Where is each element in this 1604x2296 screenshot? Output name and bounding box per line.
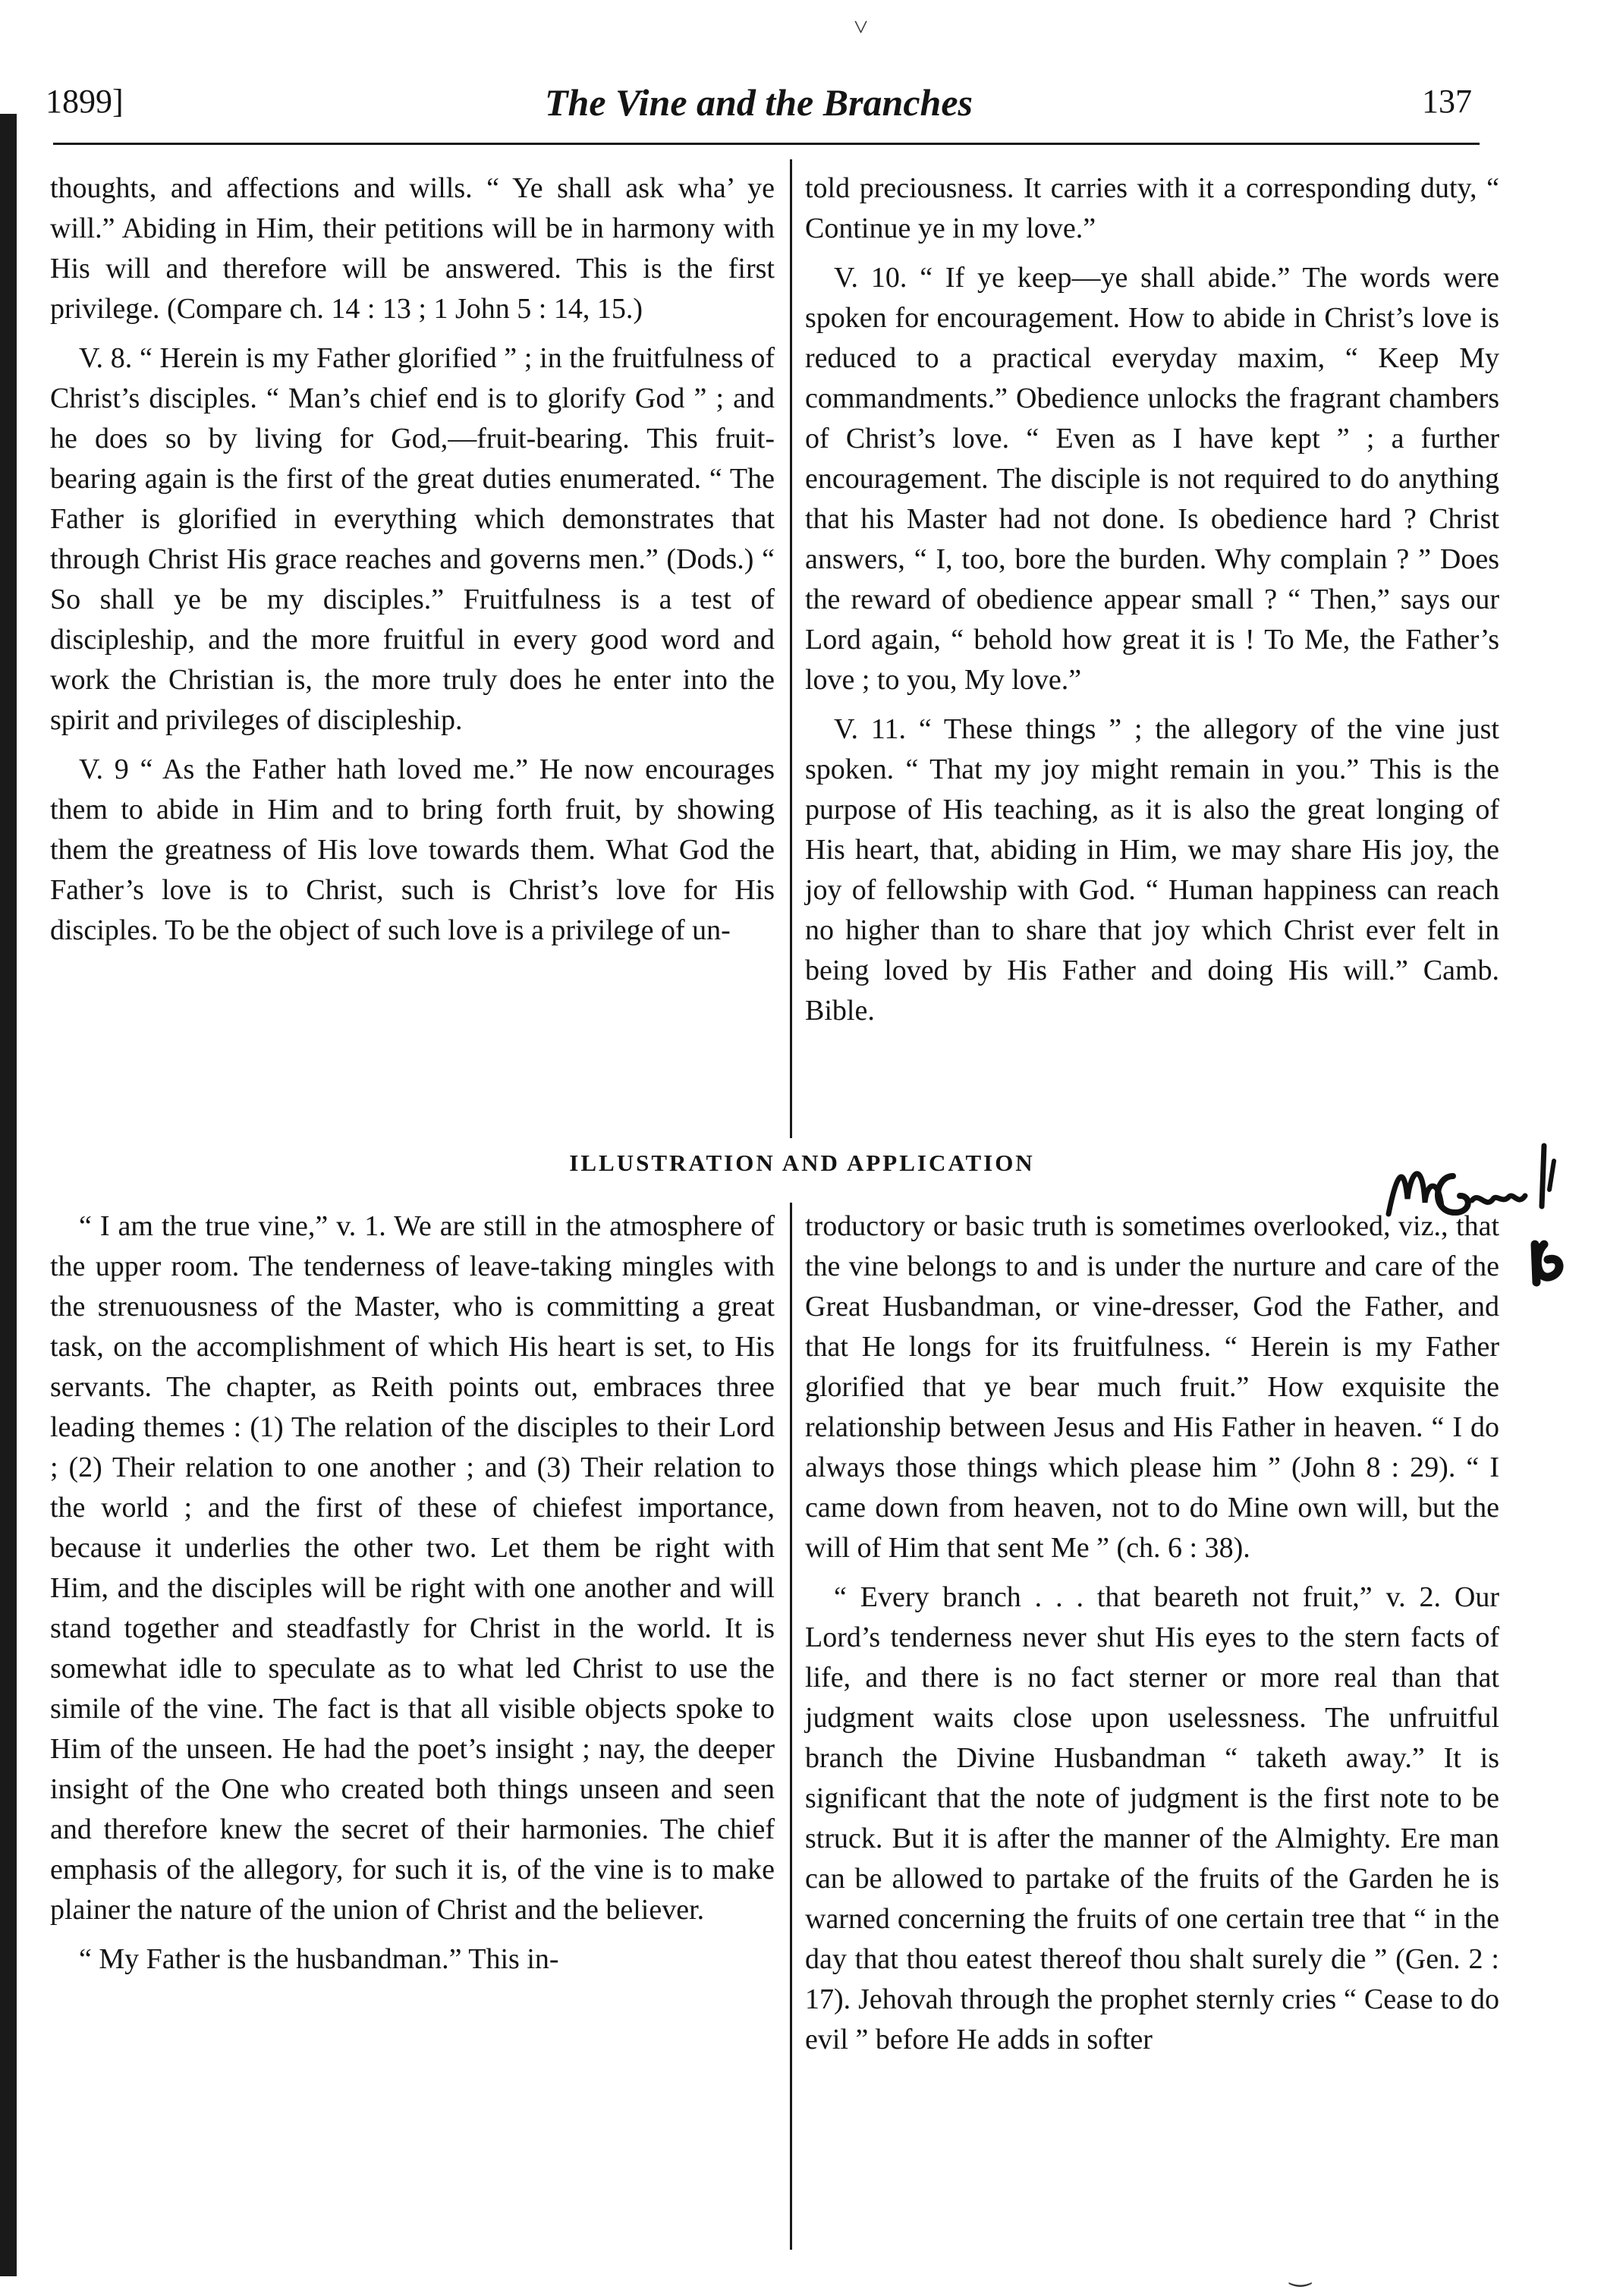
paragraph: “ I am the true vine,” v. 1. We are still in the atmosphere of the upper room. The tenderness of leave-taking mingles with the strenuousness of the Master, who is committing a great task, on the accomplishment of which His heart is set, to His servants. The chapter, as Reith points out, embraces three leading themes : (1) The relation of the disciples to their Lord ; (2) Their relation to one another ; and (3) Their relation to the world ; and the first of these of chiefest importance, because it underlies the other two. Let them be right with Him, and the disciples will be right with one another and will stand together and steadfastly for Christ in the world. It is somewhat idle to speculate as to what led Christ to use the simile of the vine. The fact is that all visible objects spoke to Him of the unseen. He had the poet’s insight ; nay, the deeper insight of the One who created both things unseen and seen and therefore knew the secret of their harmonies. The chief emphasis of the allegory, for such it is, of the vine is to make plainer the nature of the union of Christ and the believer.: [50, 1210, 775, 1926]
header-rule: [53, 143, 1480, 145]
paragraph: V. 9 “ As the Father hath loved me.” He now encourages them to abide in Him and to bring forth fruit, by showing them the greatness of His love towards them. What God the Father’s love is to Christ, such is Christ’s love for His disciples. To be the object of such love is a privilege of un-: [50, 753, 775, 946]
header-title: The Vine and the Branches: [545, 81, 973, 124]
scan-speck: ˅: [854, 14, 869, 42]
paragraph: told preciousness. It carries with it a corresponding duty, “ Continue ye in my love.”: [805, 172, 1499, 244]
paragraph: V. 10. “ If ye keep—ye shall abide.” The words were spoken for encouragement. How to abide in Christ’s love is reduced to a practical everyday maxim, “ Keep My commandments.” Obedience unlocks the fragrant chambers of Christ’s love. “ Even as I have kept ” ; a further encouragement. The disciple is not required to do anything that his Master had not done. Is obedience hard ? Christ answers, “ I, too, bore the burden. Why complain ? ” Does the reward of obedience appear small ? “ Then,” says our Lord again, “ behold how great it is ! To Me, the Father’s love ; to you, My love.”: [805, 262, 1499, 696]
column-divider: [790, 1203, 792, 2250]
header-year: 1899]: [46, 83, 124, 120]
page-number: 137: [1422, 83, 1472, 120]
section-heading: ILLUSTRATION AND APPLICATION: [569, 1150, 1035, 1176]
binding-edge: [0, 114, 17, 2276]
column-divider: [790, 159, 792, 1138]
paragraph: “ Every branch . . . that beareth not fruit,” v. 2. Our Lord’s tenderness never shut His eyes to the stern facts of life, and there is no fact sterner or more real than that judgment waits close upon uselessness. The unfruitful branch the Divine Husbandman “ taketh away.” It is significant that the note of judgment is the first note to be struck. But it is after the manner of the Almighty. Ere man can be allowed to partake of the fruits of the Garden he is warned concerning the fruits of one certain tree that “ in the day that thou eatest thereof thou shalt surely die ” (Gen. 2 : 17). Jehovah through the prophet sternly cries “ Cease to do evil ” before He adds in softer: [805, 1581, 1499, 2055]
paragraph: thoughts, and affections and wills. “ Ye shall ask wha’ ye will.” Abiding in Him, their petitions will be in harmony with His will and therefore will be answered. This is the first privilege. (Compare ch. 14 : 13 ; 1 John 5 : 14, 15.): [50, 172, 775, 325]
running-header: [30, 76, 1487, 144]
column-bottom-right: [805, 1206, 1499, 2060]
column-bottom-left: [50, 1206, 775, 1980]
column-top-left: [50, 168, 775, 951]
paragraph: V. 11. “ These things ” ; the allegory of the vine just spoken. “ That my joy might remain in you.” This is the purpose of His teaching, as it is also the great longing of His heart, that, abiding in Him, we may share His joy, the joy of fellowship with God. “ Human happiness can reach no higher than to share that joy which Christ ever felt in being loved by His Father and doing His will.” Camb. Bible.: [805, 713, 1499, 1027]
paragraph: troductory or basic truth is sometimes overlooked, viz., that the vine belongs to and is under the nurture and care of the Great Husbandman, or vine-dresser, God the Father, and that He longs for its fruitfulness. “ Herein is my Father glorified that ye bear much fruit.” How exquisite the relationship between Jesus and His Father in heaven. “ I do always those things which please him ” (John 8 : 29). “ I came down from heaven, not to do Mine own will, but the will of Him that sent Me ” (ch. 6 : 38).: [805, 1210, 1499, 1564]
paragraph: V. 8. “ Herein is my Father glorified ” ; in the fruitfulness of Christ’s disciples. “ Man’s chief end is to glorify God ” ; and he does so by living for God,—fruit-bearing. This fruit-bearing again is the first of the great duties enumerated. “ The Father is glorified in everything which demonstrates that through Christ His grace reaches and governs men.” (Dods.) “ So shall ye be my disciples.” Fruitfulness is a test of discipleship, and the more fruitful in every good word and work the Christian is, the more truly does he enter into the spirit and privileges of discipleship.: [50, 342, 775, 736]
scan-speck: ‿: [1290, 2259, 1311, 2287]
paragraph: “ My Father is the husbandman.” This in-: [79, 1943, 559, 1975]
column-top-right: [805, 168, 1499, 1031]
